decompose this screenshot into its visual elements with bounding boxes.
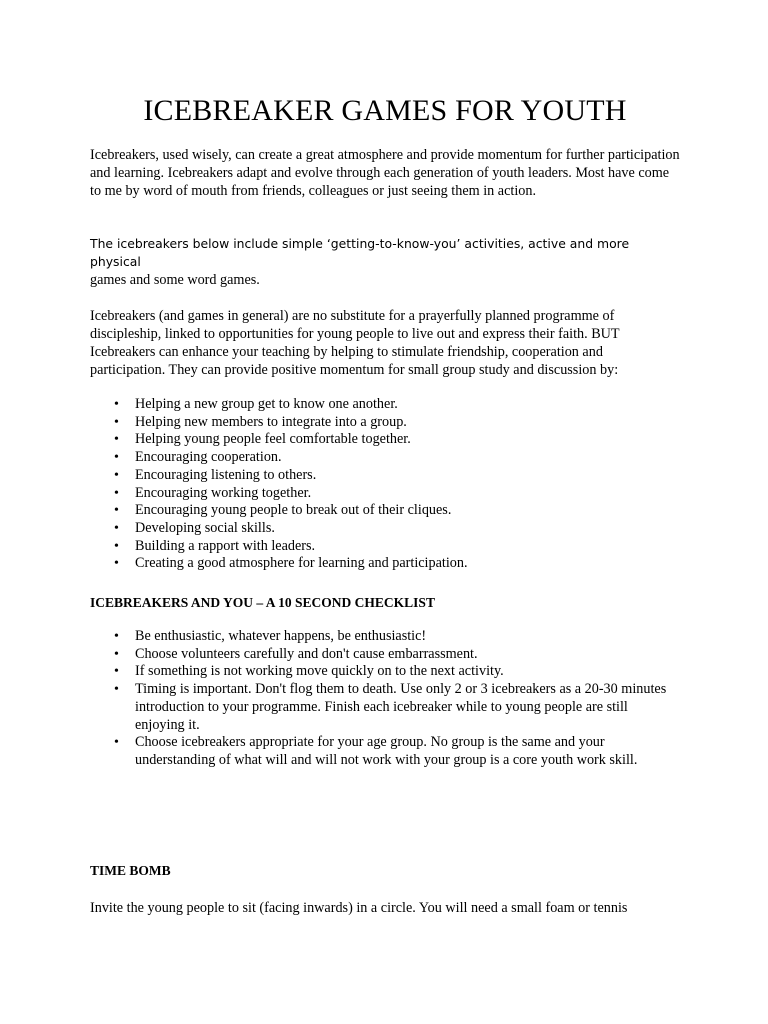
timebomb-heading: TIME BOMB: [90, 863, 171, 878]
checklist-list: [90, 628, 680, 770]
bullet-icon: •: [114, 450, 119, 466]
benefit-item: [90, 431, 680, 449]
bullet-icon: •: [114, 397, 119, 412]
benefit-item: [90, 555, 680, 573]
timebomb-paragraph: Invite the young people to sit (facing inwards) in a circle. You will need a small foam or tennis: [90, 900, 628, 916]
bullet-icon: •: [114, 467, 119, 483]
bullet-icon: •: [114, 432, 119, 448]
benefit-item-text: Encouraging cooperation.: [135, 449, 282, 466]
checklist-item: [90, 681, 680, 734]
intro-paragraph-2-line-2: games and some word games.: [90, 272, 260, 288]
bullet-icon: •: [114, 646, 119, 662]
bullet-icon: •: [114, 414, 119, 430]
checklist-item: [90, 734, 680, 769]
intro-paragraph-3: Icebreakers (and games in general) are no substitute for a prayerfully planned programme of discipleship, linked to opportunities for young people to live out and express their faith. BUT Icebreakers can enhance your teaching by helping to stimulate friendship, cooperation and participation. They can provide positive momentum for small group study and discussion by:: [90, 308, 620, 378]
benefit-item: [90, 449, 680, 467]
checklist-item: [90, 628, 680, 646]
checklist-item: [90, 663, 680, 681]
benefit-item: [90, 396, 680, 414]
benefit-item: [90, 520, 680, 538]
checklist-item-text: Choose icebreakers appropriate for your age group. No group is the same and your understanding of what will and will not work with your group is a core youth work skill.: [135, 734, 638, 768]
benefit-item: [90, 502, 680, 520]
checklist-item-text: If something is not working move quickly on to the next activity.: [135, 663, 504, 680]
benefit-item: [90, 538, 680, 556]
bullet-icon: •: [114, 485, 119, 501]
bullet-icon: •: [114, 556, 119, 572]
checklist-item-text: Timing is important. Don't flog them to death. Use only 2 or 3 icebreakers as a 20-30 minutes introduction to your programme. Finish each icebreaker while to young people are still enjoying it.: [135, 681, 667, 733]
benefit-item-text: Helping a new group get to know one another.: [135, 396, 398, 412]
benefit-item-text: Helping new members to integrate into a group.: [135, 413, 407, 430]
benefit-item-text: Developing social skills.: [135, 519, 275, 536]
benefit-item-text: Encouraging young people to break out of their cliques.: [135, 502, 452, 519]
bullet-icon: •: [114, 629, 119, 644]
intro-paragraph-1: Icebreakers, used wisely, can create a great atmosphere and provide momentum for further participation and learning. Icebreakers adapt and evolve through each generation of youth leaders. Most have come to me by word of mouth from friends, colleagues or just seeing them in action.: [90, 147, 680, 199]
benefit-item: [90, 467, 680, 485]
benefit-item-text: Encouraging working together.: [135, 484, 312, 501]
bullet-icon: •: [114, 664, 119, 680]
bullet-icon: •: [114, 520, 119, 536]
checklist-item-text: Choose volunteers carefully and don't cause embarrassment.: [135, 645, 478, 662]
intro-paragraph-2-line-1: The icebreakers below include simple ‘getting-to-know-you’ activities, active and more physical: [90, 236, 630, 269]
checklist-heading: ICEBREAKERS AND YOU – A 10 SECOND CHECKLIST: [90, 595, 435, 610]
bullet-icon: •: [114, 538, 119, 554]
benefit-item-text: Creating a good atmosphere for learning and participation.: [135, 555, 468, 572]
bullet-icon: •: [114, 503, 119, 519]
document-title: ICEBREAKER GAMES FOR YOUTH: [143, 94, 627, 127]
checklist-item-text: Be enthusiastic, whatever happens, be enthusiastic!: [135, 628, 427, 644]
checklist-item: [90, 646, 680, 664]
benefit-item: [90, 414, 680, 432]
bullet-icon: •: [114, 735, 119, 751]
benefit-item: [90, 485, 680, 503]
benefit-item-text: Helping young people feel comfortable together.: [135, 431, 411, 448]
benefit-item-text: Building a rapport with leaders.: [135, 537, 316, 554]
intro-paragraph-2: [90, 235, 680, 289]
bullet-icon: •: [114, 682, 119, 698]
benefit-item-text: Encouraging listening to others.: [135, 466, 317, 483]
benefits-list: [90, 396, 680, 573]
